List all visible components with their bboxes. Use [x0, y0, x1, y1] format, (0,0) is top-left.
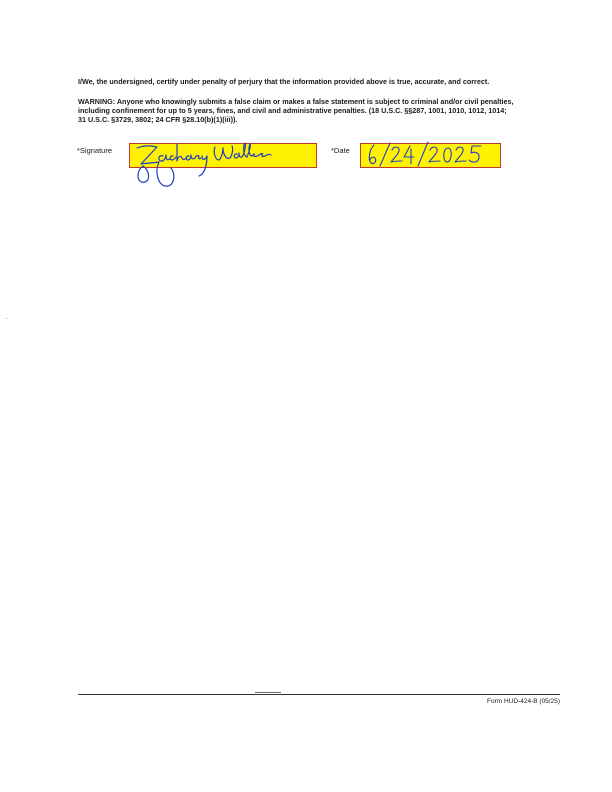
handwritten-date	[364, 140, 494, 170]
footer-rule-mark	[255, 692, 281, 693]
scan-speck	[6, 318, 7, 319]
certification-statement: I/We, the undersigned, certify under penalty of perjury that the information provided above is true, accurate, and correct.	[78, 77, 490, 86]
warning-notice	[78, 97, 548, 124]
form-identifier: Form HUD-424-B (05/25)	[487, 698, 560, 705]
signature-label: *Signature	[77, 146, 113, 155]
warning-line-2: including confinement for up to 5 years, fines, and civil and administrative penalties. (18 U.S.C. §§287, 1001, 1010, 1012, 1014;	[78, 106, 507, 115]
footer-rule	[78, 694, 560, 695]
warning-line-3: 31 U.S.C. §3729, 3802; 24 CFR §28.10(b)(1)(iii)).	[78, 115, 238, 124]
date-label: *Date	[331, 146, 350, 155]
warning-line-1: WARNING: Anyone who knowingly submits a false claim or makes a false statement is subject to criminal and/or civil penalties,	[78, 97, 514, 106]
handwritten-signature	[133, 136, 273, 192]
